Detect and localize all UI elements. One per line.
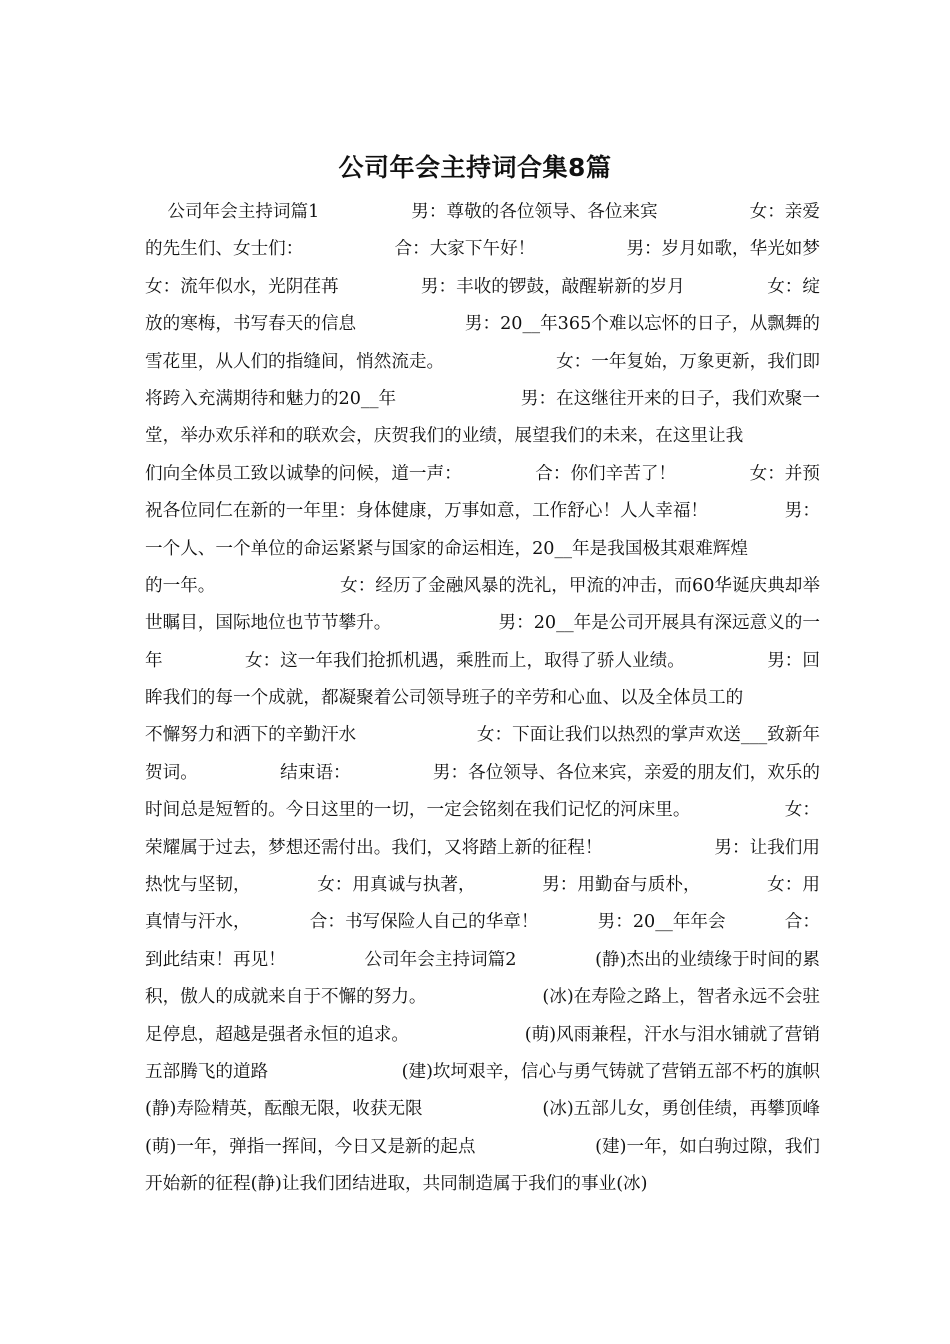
line-segment: 男：岁月如歌，华光如梦 (626, 239, 820, 260)
body-line (145, 1129, 820, 1166)
line-segment: 男：回 (767, 650, 820, 671)
line-segment: 积，傲人的成就来自于不懈的努力。 (145, 987, 427, 1008)
body-line (145, 1091, 820, 1128)
document-body (145, 194, 820, 1204)
body-line (145, 381, 820, 418)
body-line: 眸我们的每一个成就，都凝聚着公司领导班子的辛劳和心血、以及全体员工的 (145, 688, 744, 709)
body-line (145, 568, 820, 605)
line-segment: 男：尊敬的各位领导、各位来宾 (411, 202, 658, 222)
line-segment: (静)杰出的业绩缘于时间的累 (595, 949, 820, 970)
body-line (145, 867, 820, 904)
line-segment: 将跨入充满期待和魅力的20__年 (145, 388, 397, 409)
line-segment: 热忱与坚韧， (145, 875, 251, 896)
line-segment: 祝各位同仁在新的一年里：身体健康，万事如意，工作舒心！人人幸福！ (145, 501, 709, 522)
line-segment: 时间总是短暂的。今日这里的一切，一定会铭刻在我们记忆的河床里。 (145, 800, 691, 821)
line-segment: 合： (784, 912, 820, 933)
line-segment: 合：书写保险人自己的华章！ (309, 912, 539, 933)
body-line (145, 1166, 820, 1203)
line-segment: 女：绽 (767, 276, 820, 297)
line-segment: 足停息，超越是强者永恒的追求。 (145, 1024, 409, 1045)
body-line (145, 904, 820, 941)
line-segment: 女：一年复始，万象更新，我们即 (556, 351, 820, 372)
body-line (145, 344, 820, 381)
line-segment: 女：经历了金融风暴的洗礼，甲流的冲击，而60华诞庆典却举 (340, 575, 820, 596)
line-segment: 女：用真诚与执著， (317, 875, 476, 896)
body-line (145, 979, 820, 1016)
line-segment: (冰) (616, 1174, 648, 1195)
body-line (145, 830, 820, 867)
body-line (145, 1054, 820, 1091)
body-line (145, 493, 820, 530)
line-segment: 贺词。 (145, 762, 198, 783)
line-segment: 不懈努力和洒下的辛勤汗水 (145, 725, 357, 746)
line-segment: 男： (784, 501, 820, 522)
line-segment: 五部腾飞的道路 (145, 1061, 269, 1082)
line-segment: 公司年会主持词篇2 (364, 949, 517, 970)
line-segment: (静)让我们团结进取，共同制造属于我们的事业 (250, 1174, 617, 1195)
line-segment: 男：各位领导、各位来宾，亲爱的朋友们，欢乐的 (432, 762, 820, 783)
line-segment: 雪花里，从人们的指缝间，悄然流走。 (145, 351, 445, 372)
body-line (145, 231, 820, 268)
line-segment: 男：20__年是公司开展具有深远意义的一 (498, 613, 820, 634)
line-segment: 的先生们、女士们： (145, 239, 304, 260)
line-segment: 合：大家下午好！ (394, 239, 536, 260)
line-segment: 真情与汗水， (145, 912, 251, 933)
line-segment: 男：在这继往开来的日子，我们欢聚一 (520, 388, 820, 409)
line-segment: 年 (145, 650, 163, 671)
line-segment: 荣耀属于过去，梦想还需付出。我们，又将踏上新的征程！ (145, 837, 603, 858)
body-line (145, 306, 820, 343)
body-line (145, 194, 820, 231)
body-line (145, 717, 820, 754)
body-line (145, 605, 820, 642)
line-segment: (建)坎坷艰辛，信心与勇气铸就了营销五部不朽的旗帜 (401, 1061, 820, 1082)
line-segment: 女：这一年我们抢抓机遇，乘胜而上，取得了骄人业绩。 (244, 650, 685, 671)
line-segment: 女：用 (767, 875, 820, 896)
body-line (145, 269, 820, 306)
line-segment: (冰)在寿险之路上，智者永远不会驻 (542, 987, 820, 1008)
line-segment: 开始新的征程 (145, 1174, 251, 1195)
line-segment: (萌)风雨兼程，汗水与泪水铺就了营销 (524, 1024, 820, 1045)
line-segment: (萌)一年，弹指一挥间，今日又是新的起点 (145, 1136, 476, 1157)
line-segment: 男：让我们用 (714, 837, 820, 858)
body-line: 堂，举办欢乐祥和的联欢会，庆贺我们的业绩，展望我们的未来，在这里让我 (145, 426, 744, 447)
line-segment: 女：并预 (749, 463, 820, 484)
line-segment: 放的寒梅，书写春天的信息 (145, 314, 357, 335)
body-line (145, 456, 820, 493)
line-segment: 女：流年似水，光阴荏苒 (145, 276, 339, 297)
body-line (145, 792, 820, 829)
line-segment: 合：你们辛苦了！ (535, 463, 677, 484)
line-segment: 男：20__年365个难以忘怀的日子，从飘舞的 (464, 314, 820, 335)
body-line: 一个人、一个单位的命运紧紧与国家的命运相连，20__年是我国极其艰难辉煌 (145, 538, 748, 559)
line-segment: (静)寿险精英，酝酿无限，收获无限 (145, 1099, 423, 1120)
line-segment: 到此结束！再见！ (145, 949, 286, 970)
body-line (145, 643, 820, 680)
line-segment: 的一年。 (145, 575, 216, 596)
body-line (145, 755, 820, 792)
body-line (145, 942, 820, 979)
line-segment: 女： (784, 800, 820, 821)
line-segment: 公司年会主持词篇1 (145, 202, 320, 222)
document-title: 公司年会主持词合集8篇 (338, 153, 612, 182)
line-segment: (冰)五部儿女，勇创佳绩，再攀顶峰 (542, 1099, 820, 1120)
line-segment: 男：20__年年会 (597, 912, 726, 933)
line-segment: 世瞩目，国际地位也节节攀升。 (145, 613, 392, 634)
line-segment: 结束语： (280, 762, 351, 783)
line-segment: (建)一年，如白驹过隙，我们 (595, 1136, 820, 1157)
line-segment: 们向全体员工致以诚挚的问候，道一声： (145, 463, 462, 484)
line-segment: 女：亲爱 (749, 202, 820, 222)
body-line (145, 1017, 820, 1054)
line-segment: 男：丰收的锣鼓，敲醒崭新的岁月 (420, 276, 685, 297)
line-segment: 男：用勤奋与质朴， (542, 875, 701, 896)
line-segment: 女：下面让我们以热烈的掌声欢送___致新年 (476, 725, 820, 746)
